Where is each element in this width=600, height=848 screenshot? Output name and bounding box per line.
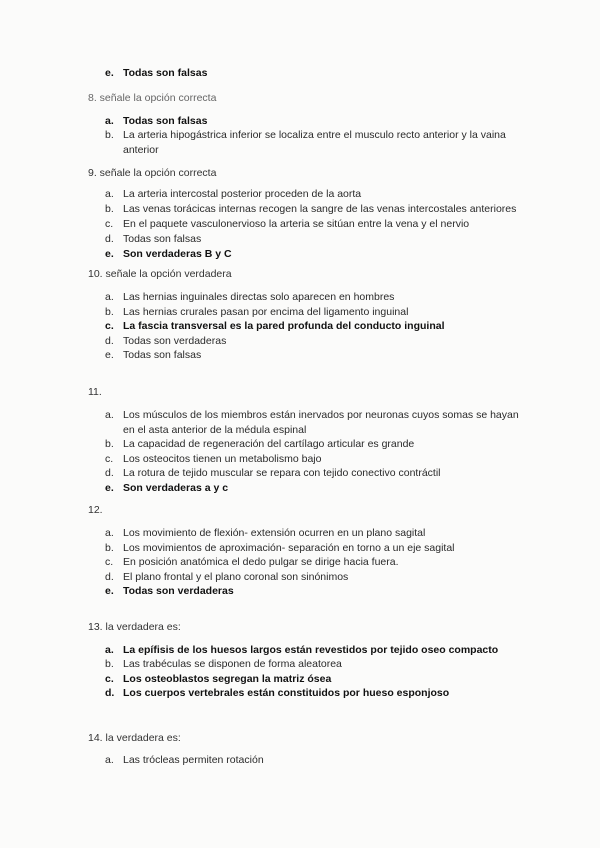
q10-option-d (105, 334, 525, 349)
option-text: Todas son falsas (123, 349, 202, 361)
option-text: La epífisis de los huesos largos están revestidos por tejido oseo compacto (123, 644, 499, 656)
q11-option-d (105, 466, 525, 481)
option-letter: a. (105, 754, 114, 766)
option-letter: a. (105, 527, 114, 539)
option-text: Todas son verdaderas (123, 585, 234, 597)
option-letter: c. (105, 218, 114, 230)
q11-option-e (105, 481, 525, 496)
option-text: Son verdaderas a y c (123, 482, 229, 494)
option-letter: d. (105, 571, 114, 583)
q13-option-b (105, 657, 525, 672)
option-text: Las trócleas permiten rotación (123, 754, 264, 766)
q10-option-c (105, 319, 525, 334)
q10-option-a (105, 290, 525, 305)
q10-option-b (105, 305, 525, 320)
option-letter: d. (105, 335, 114, 347)
q13-option-a (105, 643, 525, 658)
option-text: La arteria intercostal posterior proceden de la aorta (123, 188, 362, 200)
option-letter: a. (105, 409, 114, 421)
q12-option-e (105, 584, 525, 599)
option-letter: c. (105, 673, 114, 685)
option-letter: c. (105, 320, 114, 332)
q10-option-e (105, 348, 525, 363)
option-text: Los movimiento de flexión- extensión ocurren en un plano sagital (123, 527, 426, 539)
option-text: Los movimientos de aproximación- separación en torno a un eje sagital (123, 542, 455, 554)
q9-option-a (105, 187, 525, 202)
q9-option-e (105, 247, 525, 262)
option-letter: d. (105, 687, 115, 699)
q13-option-c (105, 672, 525, 687)
question-12-title: 12. (88, 504, 103, 516)
q11-option-c (105, 452, 525, 467)
q9-option-c (105, 217, 525, 232)
option-letter: e. (105, 585, 114, 597)
option-text: Los cuerpos vertebrales están constituidos por hueso esponjoso (123, 687, 450, 699)
option-text: La rotura de tejido muscular se repara con tejido conectivo contráctil (123, 467, 441, 479)
option-text: El plano frontal y el plano coronal son sinónimos (123, 571, 349, 583)
option-text: La fascia transversal es la pared profunda del conducto inguinal (123, 320, 445, 332)
option-text: Los osteocitos tienen un metabolismo bajo (123, 453, 322, 465)
option-letter: a. (105, 188, 114, 200)
option-text: Las venas torácicas internas recogen la sangre de las venas intercostales anteriores (123, 203, 517, 215)
option-text: En el paquete vasculonervioso la arteria se sitúan entre la vena y el nervio (123, 218, 470, 230)
q14-option-a (105, 753, 525, 768)
option-letter: a. (105, 291, 114, 303)
option-letter: e. (105, 349, 114, 361)
question-14-title: 14. la verdadera es: (88, 732, 181, 744)
option-text: Los osteoblastos segregan la matriz ósea (123, 673, 332, 685)
option-letter: b. (105, 438, 114, 450)
question-13-title: 13. la verdadera es: (88, 621, 181, 633)
q9-option-d (105, 232, 525, 247)
option-letter: b. (105, 203, 114, 215)
option-text: Las trabéculas se disponen de forma aleatorea (123, 658, 342, 670)
q8-option-a (105, 114, 525, 129)
question-9-title: 9. señale la opción correcta (88, 167, 217, 179)
option-letter: c. (105, 453, 114, 465)
option-text: En posición anatómica el dedo pulgar se dirige hacia fuera. (123, 556, 399, 568)
option-letter: b. (105, 306, 114, 318)
question-10-title: 10. señale la opción verdadera (88, 268, 232, 280)
option-letter: b. (105, 658, 114, 670)
question-8-title: 8. señale la opción correcta (88, 92, 217, 104)
option-letter: b. (105, 129, 114, 141)
option-text: Las hernias crurales pasan por encima del ligamento inguinal (123, 306, 409, 318)
option-text: Todas son falsas (123, 233, 202, 245)
option-text: Todas son verdaderas (123, 335, 227, 347)
option-letter: d. (105, 233, 114, 245)
option-letter: e. (105, 482, 114, 494)
option-text: La arteria hipogástrica inferior se localiza entre el musculo recto anterior y la vaina anterior (123, 129, 506, 156)
option-text: Todas son falsas (123, 67, 208, 79)
option-letter: e. (105, 248, 114, 260)
q11-option-b (105, 437, 525, 452)
option-letter: e. (105, 67, 114, 79)
option-text: La capacidad de regeneración del cartílago articular es grande (123, 438, 415, 450)
q8-option-b (105, 128, 525, 158)
option-text: Son verdaderas B y C (123, 248, 232, 260)
q9-option-b (105, 202, 525, 217)
q12-option-a (105, 526, 525, 541)
question-11-title: 11. (88, 386, 102, 398)
option-letter: c. (105, 556, 114, 568)
q12-option-d (105, 570, 525, 585)
q12-option-c (105, 555, 525, 570)
option-text: Las hernias inguinales directas solo aparecen en hombres (123, 291, 395, 303)
option-letter: a. (105, 115, 114, 127)
option-text: Los músculos de los miembros están inervados por neuronas cuyos somas se hayan en el asta anterior de la médula espinal (123, 409, 519, 436)
option-letter: b. (105, 542, 114, 554)
q11-option-a (105, 408, 525, 438)
option-top-e (105, 66, 525, 81)
option-text: Todas son falsas (123, 115, 208, 127)
option-letter: d. (105, 467, 114, 479)
q12-option-b (105, 541, 525, 556)
option-letter: a. (105, 644, 114, 656)
q13-option-d (105, 686, 525, 701)
